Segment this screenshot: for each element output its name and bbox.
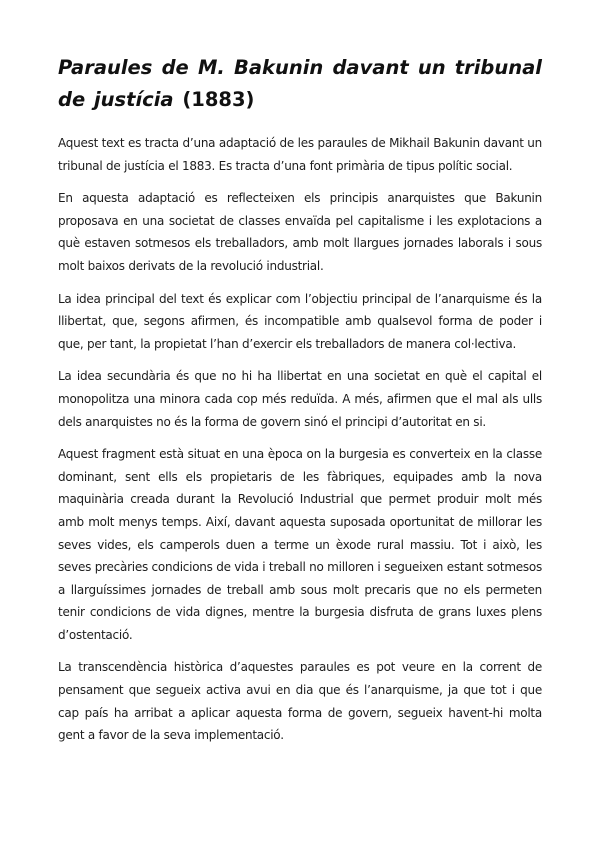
paragraph-main-idea: La idea principal del text és explicar com l’objectiu principal de l’anarquisme és la llibertat, que, segons afirmen, és incompatible amb qualsevol forma de poder i que, per tant, la propietat l’han d’exercir els treballadors de manera col·lectiva. [58,291,542,351]
paragraph-principles: En aquesta adaptació es reflecteixen els principis anarquistes que Bakunin proposava en una societat de classes envaïda pel capitalisme i les explotacions a què estaven sotmesos els treballadors, amb molt llargues jornades laborals i sous molt baixos derivats de la revolució industrial. [58,191,542,273]
title-text: Paraules de M. Bakunin davant un tribunal de justícia [58,56,542,111]
document-title [58,52,542,116]
paragraph-context: Aquest fragment està situat en una època on la burgesia es converteix en la classe dominant, sent ells els propietaris de les fàbriques, equipades amb la nova maquinària creada durant la Revolució Industrial que permet produir molt més amb molt menys temps. Així, davant aquesta suposada oportunitat de millorar les seves vides, els camperols duen a terme un èxode rural massiu. Tot i això, les seves precàries condicions de vida i treball no milloren i segueixen estant sotmesos a llarguíssimes jornades de treball amb sous molt precaris que no els permeten tenir condicions de vida dignes, mentre la burgesia disfruta de grans luxes plens d’ostentació. [58,447,542,642]
document-page [58,52,542,757]
paragraph-secondary-idea: La idea secundària és que no hi ha llibertat en una societat en què el capital el monopolitza una minora cada cop més reduïda. A més, afirmen que el mal als ulls dels anarquistes no és la forma de govern sinó el principi d’autoritat en si. [58,369,542,429]
paragraph-intro: Aquest text es tracta d’una adaptació de les paraules de Mikhail Bakunin davant un tribunal de justícia el 1883. Es tracta d’una font primària de tipus polític social. [58,136,542,173]
paragraph-transcendence: La transcendència històrica d’aquestes paraules es pot veure en la corrent de pensament que segueix activa avui en dia que és l’anarquisme, ja que tot i que cap país ha arribat a aplicar aquesta forma de govern, segueix havent-hi molta gent a favor de la seva implementació. [58,660,542,743]
title-year: (1883) [173,88,255,111]
